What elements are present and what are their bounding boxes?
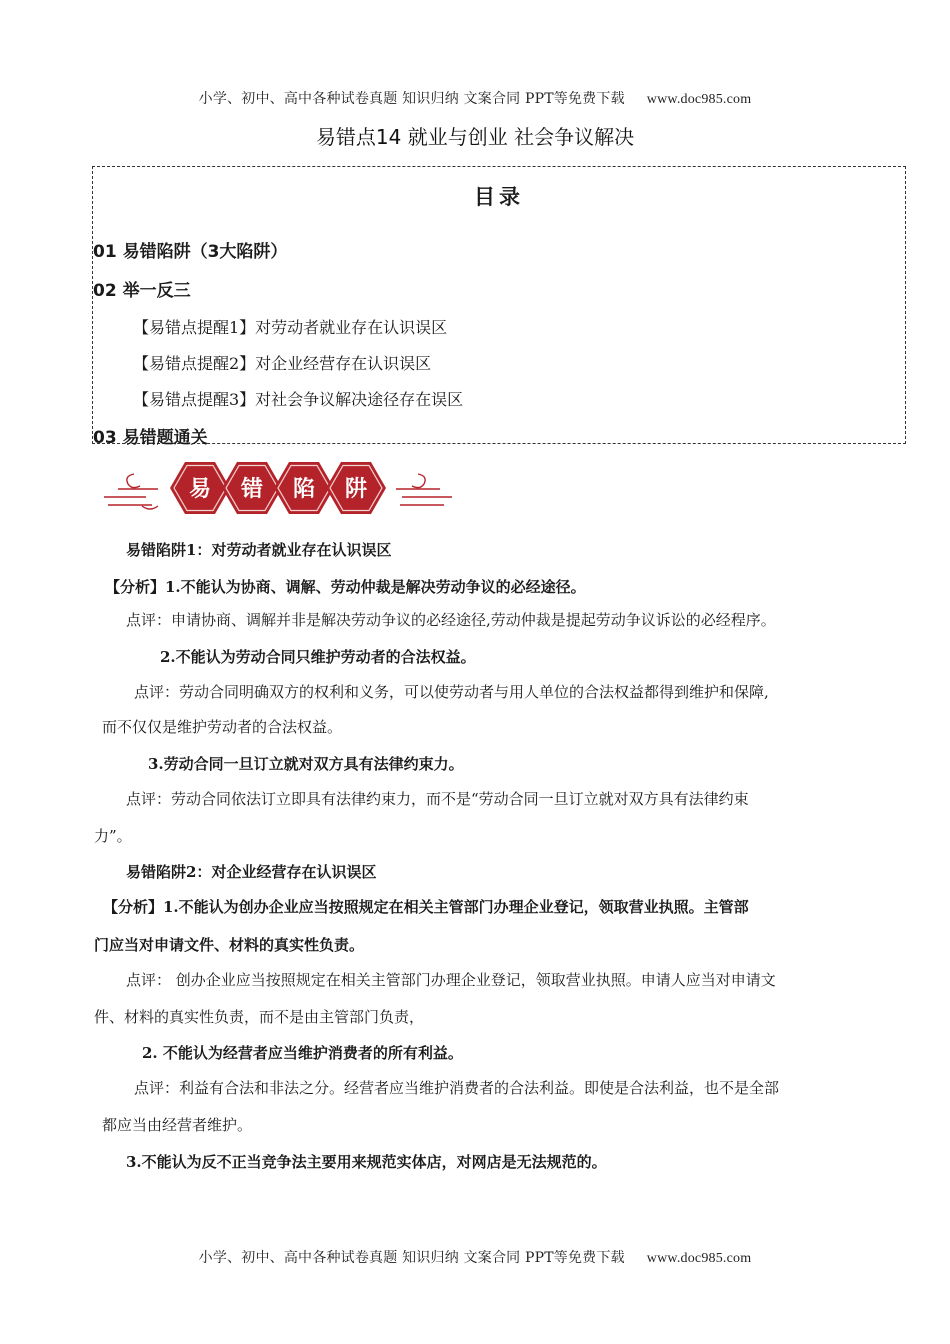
trap1-comment-2b: 而不仅仅是维护劳动者的合法权益。: [102, 718, 343, 736]
trap1-comment-3b: 力”。: [94, 827, 132, 845]
trap1-point-2: 2.不能认为劳动合同只维护劳动者的合法权益。: [160, 648, 476, 666]
trap2-comment-1b: 件、材料的真实性负责，而不是由主管部门负责，: [94, 1008, 425, 1026]
toc-subitem-3[interactable]: 【易错点提醒3】对社会争议解决途径存在误区: [133, 390, 464, 409]
trap2-comment-1a: 点评： 创办企业应当按照规定在相关主管部门办理企业登记，领取营业执照。申请人应当对申请文: [126, 971, 776, 989]
toc-item-examples[interactable]: 02 举一反三: [93, 281, 191, 301]
table-of-contents: [92, 166, 906, 448]
toc-heading: 目录: [474, 185, 524, 209]
toc-subitem-2[interactable]: 【易错点提醒2】对企业经营存在认识误区: [133, 354, 432, 373]
footer-site-link[interactable]: www.doc985.com: [646, 1251, 752, 1266]
header-site-link[interactable]: www.doc985.com: [646, 92, 752, 107]
trap1-analysis: 【分析】1.不能认为协商、调解、劳动仲裁是解决劳动争议的必经途径。: [105, 578, 586, 596]
section-banner: [100, 456, 456, 520]
trap2-title: 易错陷阱2：对企业经营存在认识误区: [126, 863, 377, 881]
trap1-point-3: 3.劳动合同一旦订立就对双方具有法律约束力。: [148, 755, 464, 773]
left-swirl-ornament: [104, 474, 158, 509]
banner-char: 陷: [292, 477, 316, 502]
header-text: 小学、初中、高中各种试卷真题 知识归纳 文案合同 PPT等免费下载: [198, 91, 625, 107]
trap2-point-2: 2. 不能认为经营者应当维护消费者的所有利益。: [142, 1044, 463, 1062]
trap2-point-3: 3.不能认为反不正当竞争法主要用来规范实体店，对网店是无法规范的。: [126, 1153, 607, 1171]
trap2-analysis-b: 门应当对申请文件、材料的真实性负责。: [94, 936, 365, 954]
trap2-comment-2a: 点评：利益有合法和非法之分。经营者应当维护消费者的合法利益。即使是合法利益，也不是全部: [134, 1079, 780, 1097]
toc-item-traps[interactable]: 01 易错陷阱（3大陷阱）: [93, 242, 288, 262]
toc-item-practice[interactable]: 03 易错题通关: [93, 428, 208, 448]
toc-subitem-1[interactable]: 【易错点提醒1】对劳动者就业存在认识误区: [133, 318, 448, 337]
trap1-comment-1: 点评：申请协商、调解并非是解决劳动争议的必经途径,劳动仲裁是提起劳动争议诉讼的必经程序。: [126, 611, 776, 629]
trap1-title: 易错陷阱1：对劳动者就业存在认识误区: [126, 541, 392, 559]
trap1-comment-2a: 点评：劳动合同明确双方的权利和义务，可以使劳动者与用人单位的合法权益都得到维护和保障,: [134, 683, 769, 701]
trap2-analysis-a: 【分析】1.不能认为创办企业应当按照规定在相关主管部门办理企业登记，领取营业执照。主管部: [103, 898, 749, 916]
right-swirl-ornament: [396, 474, 452, 505]
banner-char: 易: [188, 477, 212, 502]
page-header: [0, 88, 950, 108]
document-title: 易错点14 就业与创业 社会争议解决: [315, 125, 635, 149]
page-footer: [0, 1247, 950, 1267]
banner-char: 错: [240, 477, 264, 502]
banner-char: 阱: [344, 477, 368, 502]
trap2-comment-2b: 都应当由经营者维护。: [102, 1116, 253, 1134]
trap1-comment-3a: 点评：劳动合同依法订立即具有法律约束力，而不是“劳动合同一旦订立就对双方具有法律约束: [126, 790, 749, 808]
footer-text: 小学、初中、高中各种试卷真题 知识归纳 文案合同 PPT等免费下载: [198, 1250, 625, 1266]
